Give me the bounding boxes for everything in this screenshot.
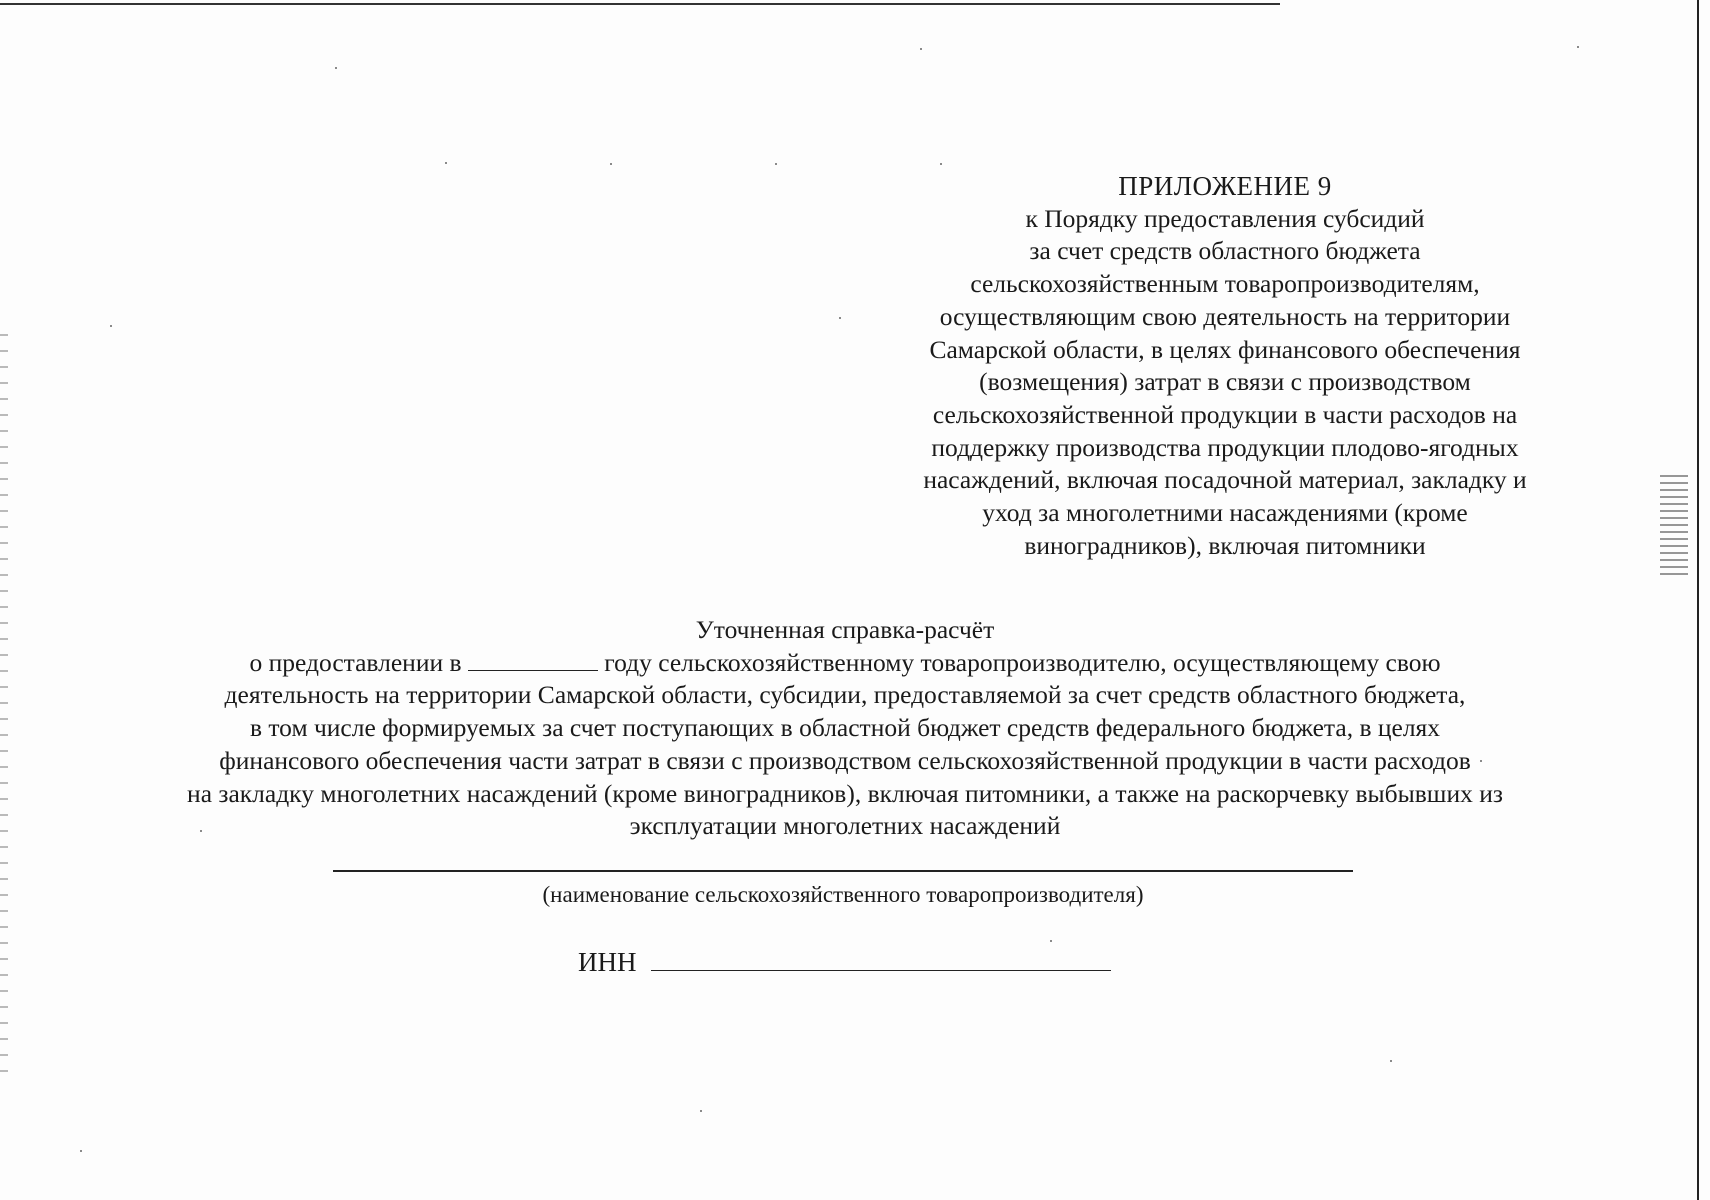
scan-speck <box>610 163 612 165</box>
scan-edge-noise-left <box>0 320 8 1080</box>
appendix-line: сельскохозяйственной продукции в части расходов на <box>932 399 1518 429</box>
heading-line-1-start: о предоставлении в <box>249 647 462 677</box>
scan-speck <box>80 1150 82 1152</box>
appendix-line: поддержку производства продукции плодово-ягодных <box>931 432 1519 462</box>
document-heading <box>40 614 1650 843</box>
scan-speck <box>110 325 112 327</box>
scan-speck <box>1577 46 1579 48</box>
appendix-line: насаждений, включая посадочной материал, закладку и <box>923 465 1527 495</box>
appendix-block <box>880 170 1570 562</box>
scan-speck <box>1480 760 1482 762</box>
scan-speck <box>445 162 447 164</box>
heading-line: на закладку многолетних насаждений (кроме виноградников), включая питомники, а также на раскорчевку выбывших из <box>187 778 1503 808</box>
appendix-line: Самарской области, в целях финансового обеспечения <box>929 334 1521 364</box>
heading-line-1 <box>40 647 1650 680</box>
top-border-line <box>0 3 1280 5</box>
scan-speck <box>700 1110 702 1112</box>
producer-name-caption: (наименование сельскохозяйственного товаропроизводителя) <box>542 882 1144 907</box>
appendix-line: за счет средств областного бюджета <box>1029 236 1421 266</box>
heading-line: финансового обеспечения части затрат в связи с производством сельскохозяйственной продукции в части расходов <box>219 745 1471 775</box>
scan-speck <box>335 67 337 69</box>
scan-speck <box>920 48 922 50</box>
appendix-line: сельскохозяйственным товаропроизводителям, <box>970 269 1480 299</box>
heading-line: деятельность на территории Самарской области, субсидии, предоставляемой за счет средств областного бюджета, <box>224 680 1466 710</box>
appendix-title: ПРИЛОЖЕНИЕ 9 <box>1118 171 1332 201</box>
document-title: Уточненная справка-расчёт <box>695 615 995 644</box>
scan-speck <box>940 163 942 165</box>
year-blank-field <box>468 648 598 671</box>
appendix-line: к Порядку предоставления субсидий <box>1025 203 1425 233</box>
scan-speck <box>200 830 202 832</box>
scan-speck <box>1390 1060 1392 1062</box>
appendix-line: виноградников), включая питомники <box>1024 530 1426 560</box>
inn-label: ИНН <box>578 947 637 977</box>
scan-edge-noise-right <box>1660 470 1688 580</box>
producer-name-blank-line <box>333 870 1353 872</box>
scan-speck <box>1050 940 1052 942</box>
scan-speck <box>839 317 841 319</box>
appendix-line: (возмещения) затрат в связи с производством <box>979 367 1471 397</box>
inn-row <box>578 942 1111 979</box>
appendix-line: осуществляющим свою деятельность на территории <box>939 301 1511 331</box>
appendix-line: уход за многолетними насаждениями (кроме <box>982 498 1468 528</box>
heading-line: в том числе формируемых за счет поступающих в областной бюджет средств федерального бюджета, в целях <box>249 713 1441 743</box>
heading-line: эксплуатации многолетних насаждений <box>629 811 1061 841</box>
heading-line-1-end: году сельскохозяйственному товаропроизводителю, осуществляющему свою <box>604 647 1441 677</box>
scan-speck <box>775 163 777 165</box>
right-border-line <box>1697 0 1699 1200</box>
inn-blank-field <box>651 942 1111 971</box>
